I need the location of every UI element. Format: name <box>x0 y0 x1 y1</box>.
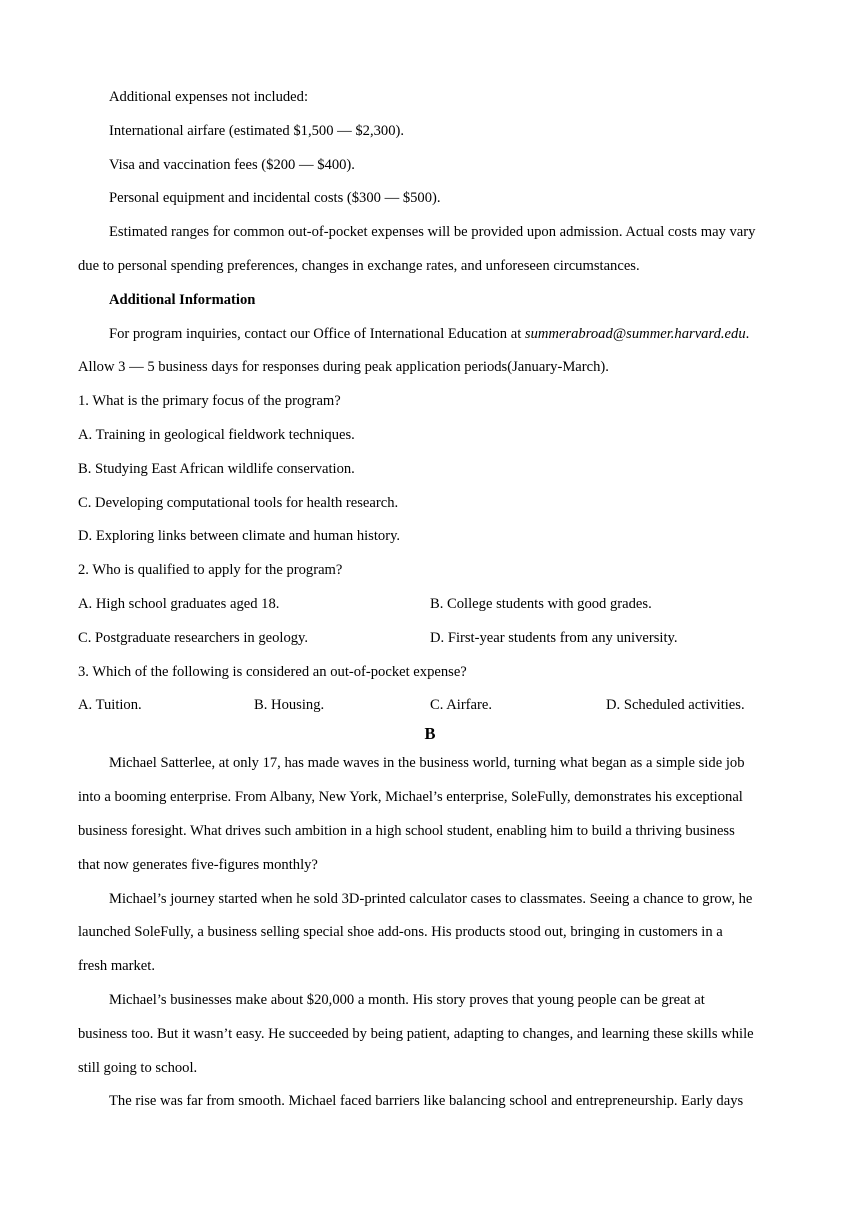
passage-b <box>78 751 782 1123</box>
expenses-section <box>78 85 782 288</box>
answer-option: C. Airfare. <box>430 697 493 714</box>
paragraph-line: fresh market. <box>78 958 155 975</box>
contact-email-link[interactable]: summerabroad@summer.harvard.edu <box>524 325 746 342</box>
paragraph-line: Michael’s journey started when he sold 3D-printed calculator cases to classmates. Seeing a chance to grow, he <box>109 890 753 907</box>
answer-option: C. Developing computational tools for health research. <box>78 494 399 511</box>
paragraph-line: Michael’s businesses make about $20,000 a month. His story proves that young people can be great at <box>109 991 705 1008</box>
paragraph <box>78 988 782 1089</box>
answer-option: A. Training in geological fieldwork techniques. <box>78 426 355 443</box>
additional-info-section <box>78 288 782 389</box>
section-heading: B <box>424 724 436 744</box>
expense-item: International airfare (estimated $1,500 — $2,300). <box>109 122 405 139</box>
question-stem: 3. Which of the following is considered an out-of-pocket expense? <box>78 663 467 680</box>
expenses-intro: Additional expenses not included: <box>109 89 309 105</box>
expenses-note-line: Estimated ranges for common out-of-pocket expenses will be provided upon admission. Actual costs may vary <box>109 224 756 241</box>
contact-line <box>78 322 782 356</box>
paragraph-line: still going to school. <box>78 1059 198 1076</box>
options-row <box>78 592 782 626</box>
paragraph <box>78 751 782 886</box>
answer-option: D. Exploring links between climate and human history. <box>78 528 401 545</box>
contact-suffix: . <box>745 325 750 342</box>
paragraph <box>78 1089 782 1123</box>
options-row <box>78 693 782 722</box>
paragraph-line: business too. But it wasn’t easy. He succeeded by being patient, adapting to changes, and learning these skills while <box>78 1025 754 1042</box>
answer-option: B. Housing. <box>254 697 325 714</box>
paragraph-line: launched SoleFully, a business selling special shoe add-ons. His products stood out, bringing in customers in a <box>78 924 723 941</box>
question-stem: 2. Who is qualified to apply for the program? <box>78 562 343 579</box>
paragraph-line: that now generates five-figures monthly? <box>78 856 318 873</box>
answer-option: D. Scheduled activities. <box>606 697 745 714</box>
question-2 <box>78 558 782 659</box>
answer-option: A. Tuition. <box>78 697 142 714</box>
answer-option: D. First-year students from any university. <box>430 629 678 646</box>
question-3 <box>78 660 782 723</box>
paragraph-line: The rise was far from smooth. Michael faced barriers like balancing school and entrepreneurship. Early days <box>109 1093 744 1110</box>
paragraph-line: Michael Satterlee, at only 17, has made waves in the business world, turning what began as a simple side job <box>109 755 745 772</box>
answer-option: C. Postgraduate researchers in geology. <box>78 629 309 646</box>
contact-prefix: For program inquiries, contact our Office of International Education at <box>109 325 525 342</box>
question-1 <box>78 389 782 558</box>
answer-option: A. High school graduates aged 18. <box>78 595 280 612</box>
expense-item: Visa and vaccination fees ($200 — $400). <box>109 156 355 173</box>
answer-option: B. Studying East African wildlife conservation. <box>78 460 355 477</box>
answer-option: B. College students with good grades. <box>430 595 652 612</box>
expense-item: Personal equipment and incidental costs ($300 — $500). <box>109 190 441 207</box>
additional-info-heading: Additional Information <box>109 291 256 308</box>
paragraph <box>78 887 782 988</box>
response-time-line: Allow 3 — 5 business days for responses during peak application periods(January-March). <box>78 359 609 376</box>
paragraph-line: into a booming enterprise. From Albany, New York, Michael’s enterprise, SoleFully, demonstrates his exceptional <box>78 789 743 806</box>
question-stem: 1. What is the primary focus of the program? <box>78 393 341 410</box>
expenses-note-line: due to personal spending preferences, changes in exchange rates, and unforeseen circumstances. <box>78 257 640 274</box>
paragraph-line: business foresight. What drives such ambition in a high school student, enabling him to build a thriving business <box>78 822 735 839</box>
options-row <box>78 626 782 660</box>
